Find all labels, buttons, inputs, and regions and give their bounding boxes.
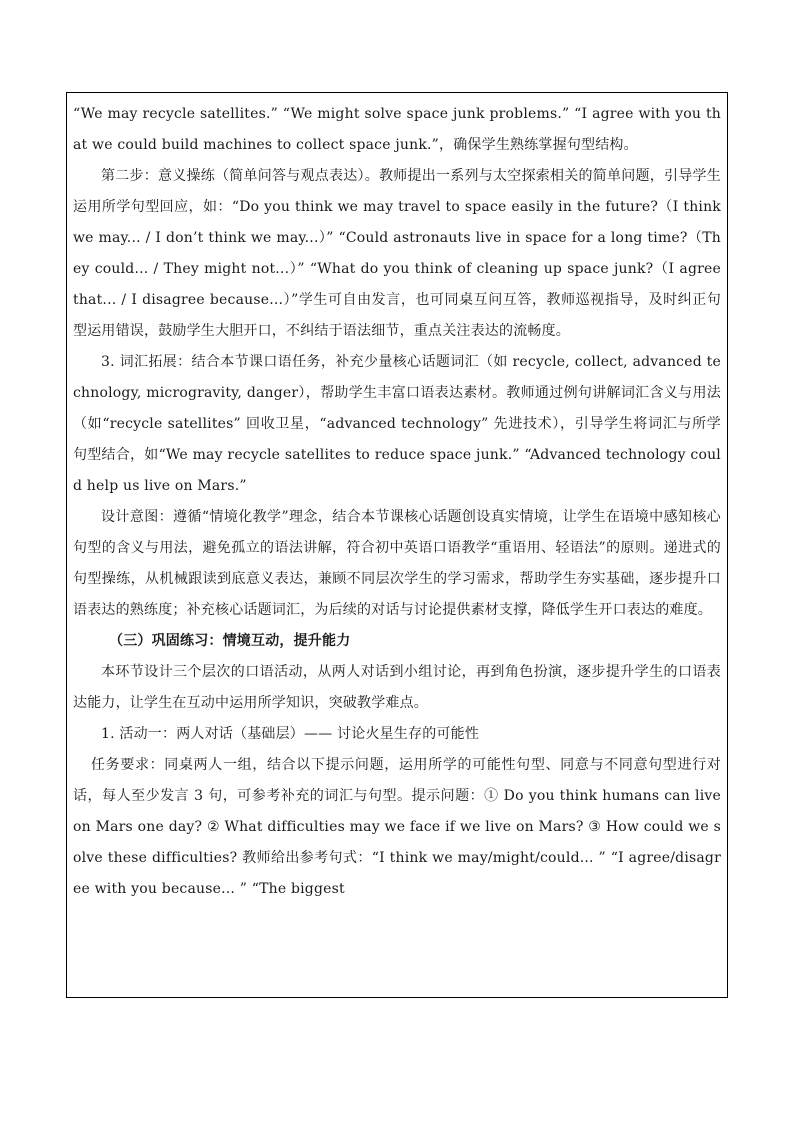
paragraph-activity-one-title: 1. 活动一：两人对话（基础层）—— 讨论火星生存的可能性 bbox=[101, 726, 480, 742]
paragraph-design-intent: 设计意图：遵循“情境化教学”理念，结合本节课核心话题创设真实情境，让学生在语境中感知核心句型的含义与用法，避免孤立的语法讲解，符合初中英语口语教学“重语用、轻语法”的原则。递进式的句型操练，从机械跟读到底意义表达，兼顾不同层次学生的学习需求，帮助学生夯实基础，逐步提升口语表达的熟练度；补充核心话题词汇，为后续的对话与讨论提供素材支撑，降低学生开口表达的难度。 bbox=[73, 509, 721, 618]
paragraph-task-requirements: 任务要求：同桌两人一组，结合以下提示问题，运用所学的可能性句型、同意与不同意句型进行对话，每人至少发言 3 句，可参考补充的词汇与句型。提示问题：① Do you think humans can live on Mars one day? ② What difficulties may we face if we live on Mars? ③ How could we solve these difficulties? 教师给出参考句式：“I think we may/might/could... ” “I agree/disagree with you because... ” “The biggest bbox=[73, 757, 721, 897]
paragraph-meaning-practice: 第二步：意义操练（简单问答与观点表达）。教师提出一系列与太空探索相关的简单问题，引导学生运用所学句型回应，如：“Do you think we may travel to space easily in the future?（I think we may... / I don’t think we may...）” “Could astronauts live in space for a long time?（They could... / They might not...）” “What do you think of cleaning up space junk?（I agree that... / I disagree because...）”学生可自由发言，也可同桌互问互答，教师巡视指导，及时纠正句型运用错误，鼓励学生大胆开口，不纠结于语法细节，重点关注表达的流畅度。 bbox=[73, 168, 721, 339]
paragraph-activity-overview: 本环节设计三个层次的口语活动，从两人对话到小组讨论，再到角色扮演，逐步提升学生的口语表达能力，让学生在互动中运用所学知识，突破教学难点。 bbox=[73, 664, 721, 711]
paragraph-vocabulary-expansion: 3. 词汇拓展：结合本节课口语任务，补充少量核心话题词汇（如 recycle, collect, advanced technology, microgravity, danger），帮助学生丰富口语表达素材。教师通过例句讲解词汇含义与用法（如“recycle satellites” 回收卫星，“advanced technology” 先进技术），引导学生将词汇与所学句型结合，如“We may recycle satellites to reduce space junk.” “Advanced technology could help us live on Mars.” bbox=[73, 354, 721, 494]
document-table-cell bbox=[66, 92, 728, 998]
section-heading-consolidation: （三）巩固练习：情境互动，提升能力 bbox=[109, 633, 351, 649]
paragraph-sentence-examples: “We may recycle satellites.” “We might solve space junk problems.” “I agree with you that we could build machines to collect space junk.”，确保学生熟练掌握句型结构。 bbox=[73, 106, 721, 153]
